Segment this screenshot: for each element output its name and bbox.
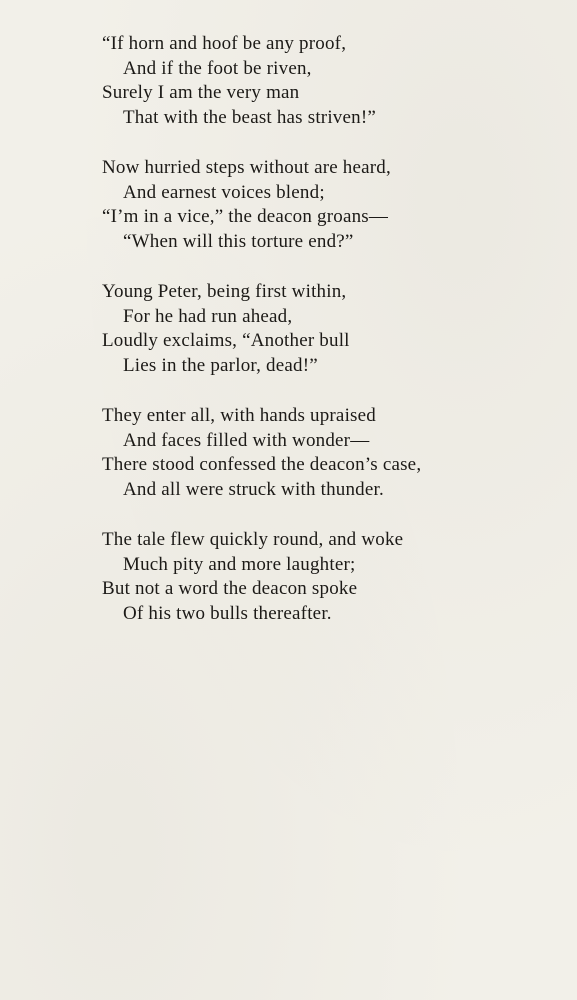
poem-line: Surely I am the very man	[102, 82, 300, 103]
poem-line: The tale flew quickly round, and woke	[102, 529, 404, 550]
poem-line: “I’m in a vice,” the deacon groans—	[102, 206, 389, 227]
poem	[102, 32, 562, 652]
poem-line: But not a word the deacon spoke	[102, 578, 358, 599]
poem-line: And all were struck with thunder.	[123, 478, 384, 500]
poem-line: They enter all, with hands upraised	[102, 405, 376, 426]
poem-line: Young Peter, being first within,	[102, 281, 347, 302]
poem-line: And faces filled with wonder—	[123, 429, 370, 451]
poem-line: For he had run ahead,	[123, 305, 293, 327]
poem-line: Lies in the parlor, dead!”	[123, 354, 318, 376]
poem-line: Much pity and more laughter;	[123, 553, 356, 575]
stanza-2	[102, 156, 562, 254]
poem-line: There stood confessed the deacon’s case,	[102, 454, 422, 475]
stanza-1	[102, 32, 562, 130]
poem-line: Loudly exclaims, “Another bull	[102, 330, 350, 351]
stanza-4	[102, 404, 562, 502]
poem-line: “If horn and hoof be any proof,	[102, 33, 347, 54]
poem-line: Now hurried steps without are heard,	[102, 157, 391, 178]
poem-line: That with the beast has striven!”	[123, 106, 376, 128]
poem-line: Of his two bulls thereafter.	[123, 602, 332, 624]
poem-line: And if the foot be riven,	[123, 57, 312, 79]
stanza-5	[102, 528, 562, 626]
poem-line: And earnest voices blend;	[123, 181, 325, 203]
poem-line: “When will this torture end?”	[123, 230, 354, 252]
stanza-3	[102, 280, 562, 378]
